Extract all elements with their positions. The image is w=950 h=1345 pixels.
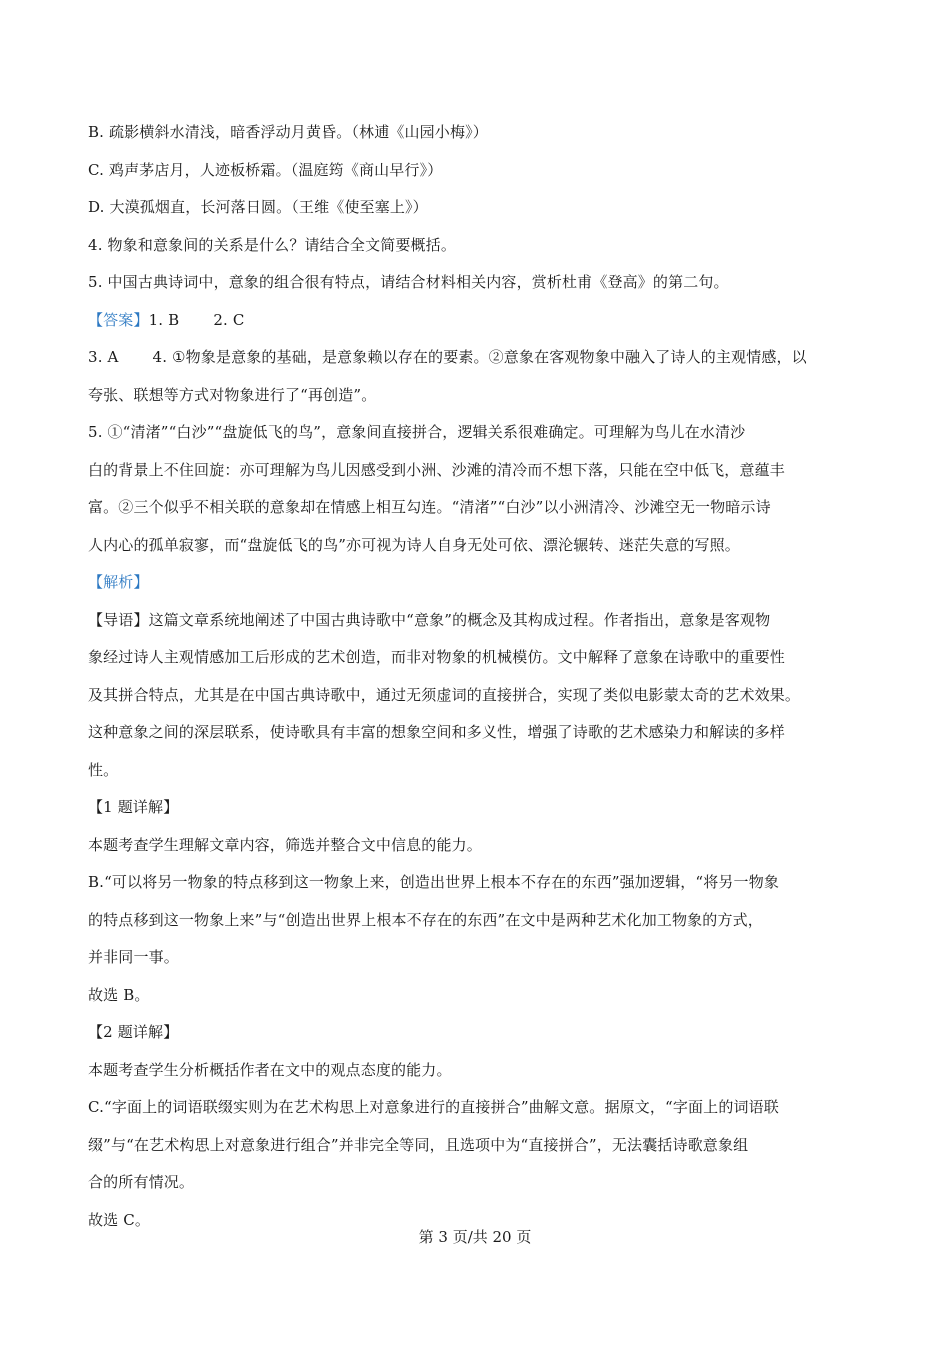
detail-1-title: 【1 题详解】: [88, 798, 179, 816]
page-number: 第 3 页/共 20 页: [418, 1228, 532, 1246]
detail-1-line1: B.“可以将另一物象的特点移到这一物象上来，创造出世界上根本不存在的东西”强加逻辑，“将另一物象: [88, 873, 780, 891]
guide-line1: 【导语】这篇文章系统地阐述了中国古典诗歌中“意象”的概念及其构成过程。作者指出，意象是客观物: [88, 610, 771, 629]
analysis-tag: 【解析】: [88, 573, 149, 591]
question-4: 4. 物象和意象间的关系是什么？请结合全文简要概括。: [88, 235, 456, 254]
option-b: B. 疏影横斜水清浅，暗香浮动月黄昏。（林逋《山园小梅》）: [88, 123, 488, 141]
answer-tag: 【答案】: [88, 310, 149, 329]
detail-2-line2: 缀”与“在艺术构思上对意象进行组合”并非完全等同，且选项中为“直接拼合”，无法囊括诗歌意象组: [88, 1135, 749, 1154]
guide-line2: 象经过诗人主观情感加工后形成的艺术创造，而非对物象的机械模仿。文中解释了意象在诗歌中的重要性: [88, 648, 785, 666]
detail-1-intro: 本题考查学生理解文章内容，筛选并整合文中信息的能力。: [88, 835, 482, 854]
analysis-tag-row: [88, 564, 868, 602]
detail-1-line2: 的特点移到这一物象上来”与“创造出世界上根本不存在的东西”在文中是两种艺术化加工物象的方式，: [88, 910, 763, 929]
detail-2-line3: 合的所有情况。: [88, 1173, 195, 1191]
answer-3: 3. A: [88, 348, 119, 366]
answer-5-line3: 富。②三个似乎不相关联的意象却在情感上相互勾连。“清渚”“白沙”以小洲清冷、沙滩空无一物暗示诗: [88, 498, 771, 516]
answer-4-line2: 夸张、联想等方式对物象进行了“再创造”。: [88, 385, 377, 404]
answer-5-line4: 人内心的孤单寂寥，而“盘旋低飞的鸟”亦可视为诗人自身无处可依、漂沦辗转、迷茫失意的写照。: [88, 535, 740, 554]
question-5: 5. 中国古典诗词中，意象的组合很有特点，请结合材料相关内容，赏析杜甫《登高》的第二句。: [88, 273, 729, 291]
guide-line5: 性。: [88, 760, 119, 779]
detail-2-line1: C.“字面上的词语联缀实则为在艺术构思上对意象进行的直接拼合”曲解文意。据原文，“字面上的词语联: [88, 1098, 779, 1116]
detail-2-choice: 故选 C。: [88, 1210, 150, 1229]
detail-1-choice: 故选 B。: [88, 985, 150, 1004]
answer-1: 1. B: [148, 310, 180, 329]
option-c: C. 鸡声茅店月，人迹板桥霜。（温庭筠《商山早行》）: [88, 160, 443, 179]
detail-1-line3: 并非同一事。: [88, 948, 179, 966]
answer-4-line1: 4. ①物象是意象的基础，是意象赖以存在的要素。②意象在客观物象中融入了诗人的主观情感，以: [152, 348, 807, 366]
answer-5-line1: 5. ①“清渚”“白沙”“盘旋低飞的鸟”，意象间直接拼合，逻辑关系很难确定。可理解为鸟儿在水清沙: [88, 423, 746, 441]
guide-line4: 这种意象之间的深层联系，使诗歌具有丰富的想象空间和多义性，增强了诗歌的艺术感染力和解读的多样: [88, 723, 785, 741]
option-d: D. 大漠孤烟直，长河落日圆。（王维《使至塞上》）: [88, 198, 428, 216]
detail-2-intro: 本题考查学生分析概括作者在文中的观点态度的能力。: [88, 1060, 452, 1079]
answer-2: 2. C: [213, 310, 245, 329]
document-body: [88, 114, 868, 1239]
answer-row: [88, 302, 868, 340]
answer-5-line2: 白的背景上不住回旋：亦可理解为鸟儿因感受到小洲、沙滩的清冷而不想下落，只能在空中低飞，意蕴丰: [88, 460, 785, 479]
answer-3-4-row: [88, 339, 868, 377]
detail-2-title: 【2 题详解】: [88, 1023, 179, 1041]
guide-line3: 及其拼合特点，尤其是在中国古典诗歌中，通过无须虚词的直接拼合，实现了类似电影蒙太奇的艺术效果。: [88, 685, 801, 704]
